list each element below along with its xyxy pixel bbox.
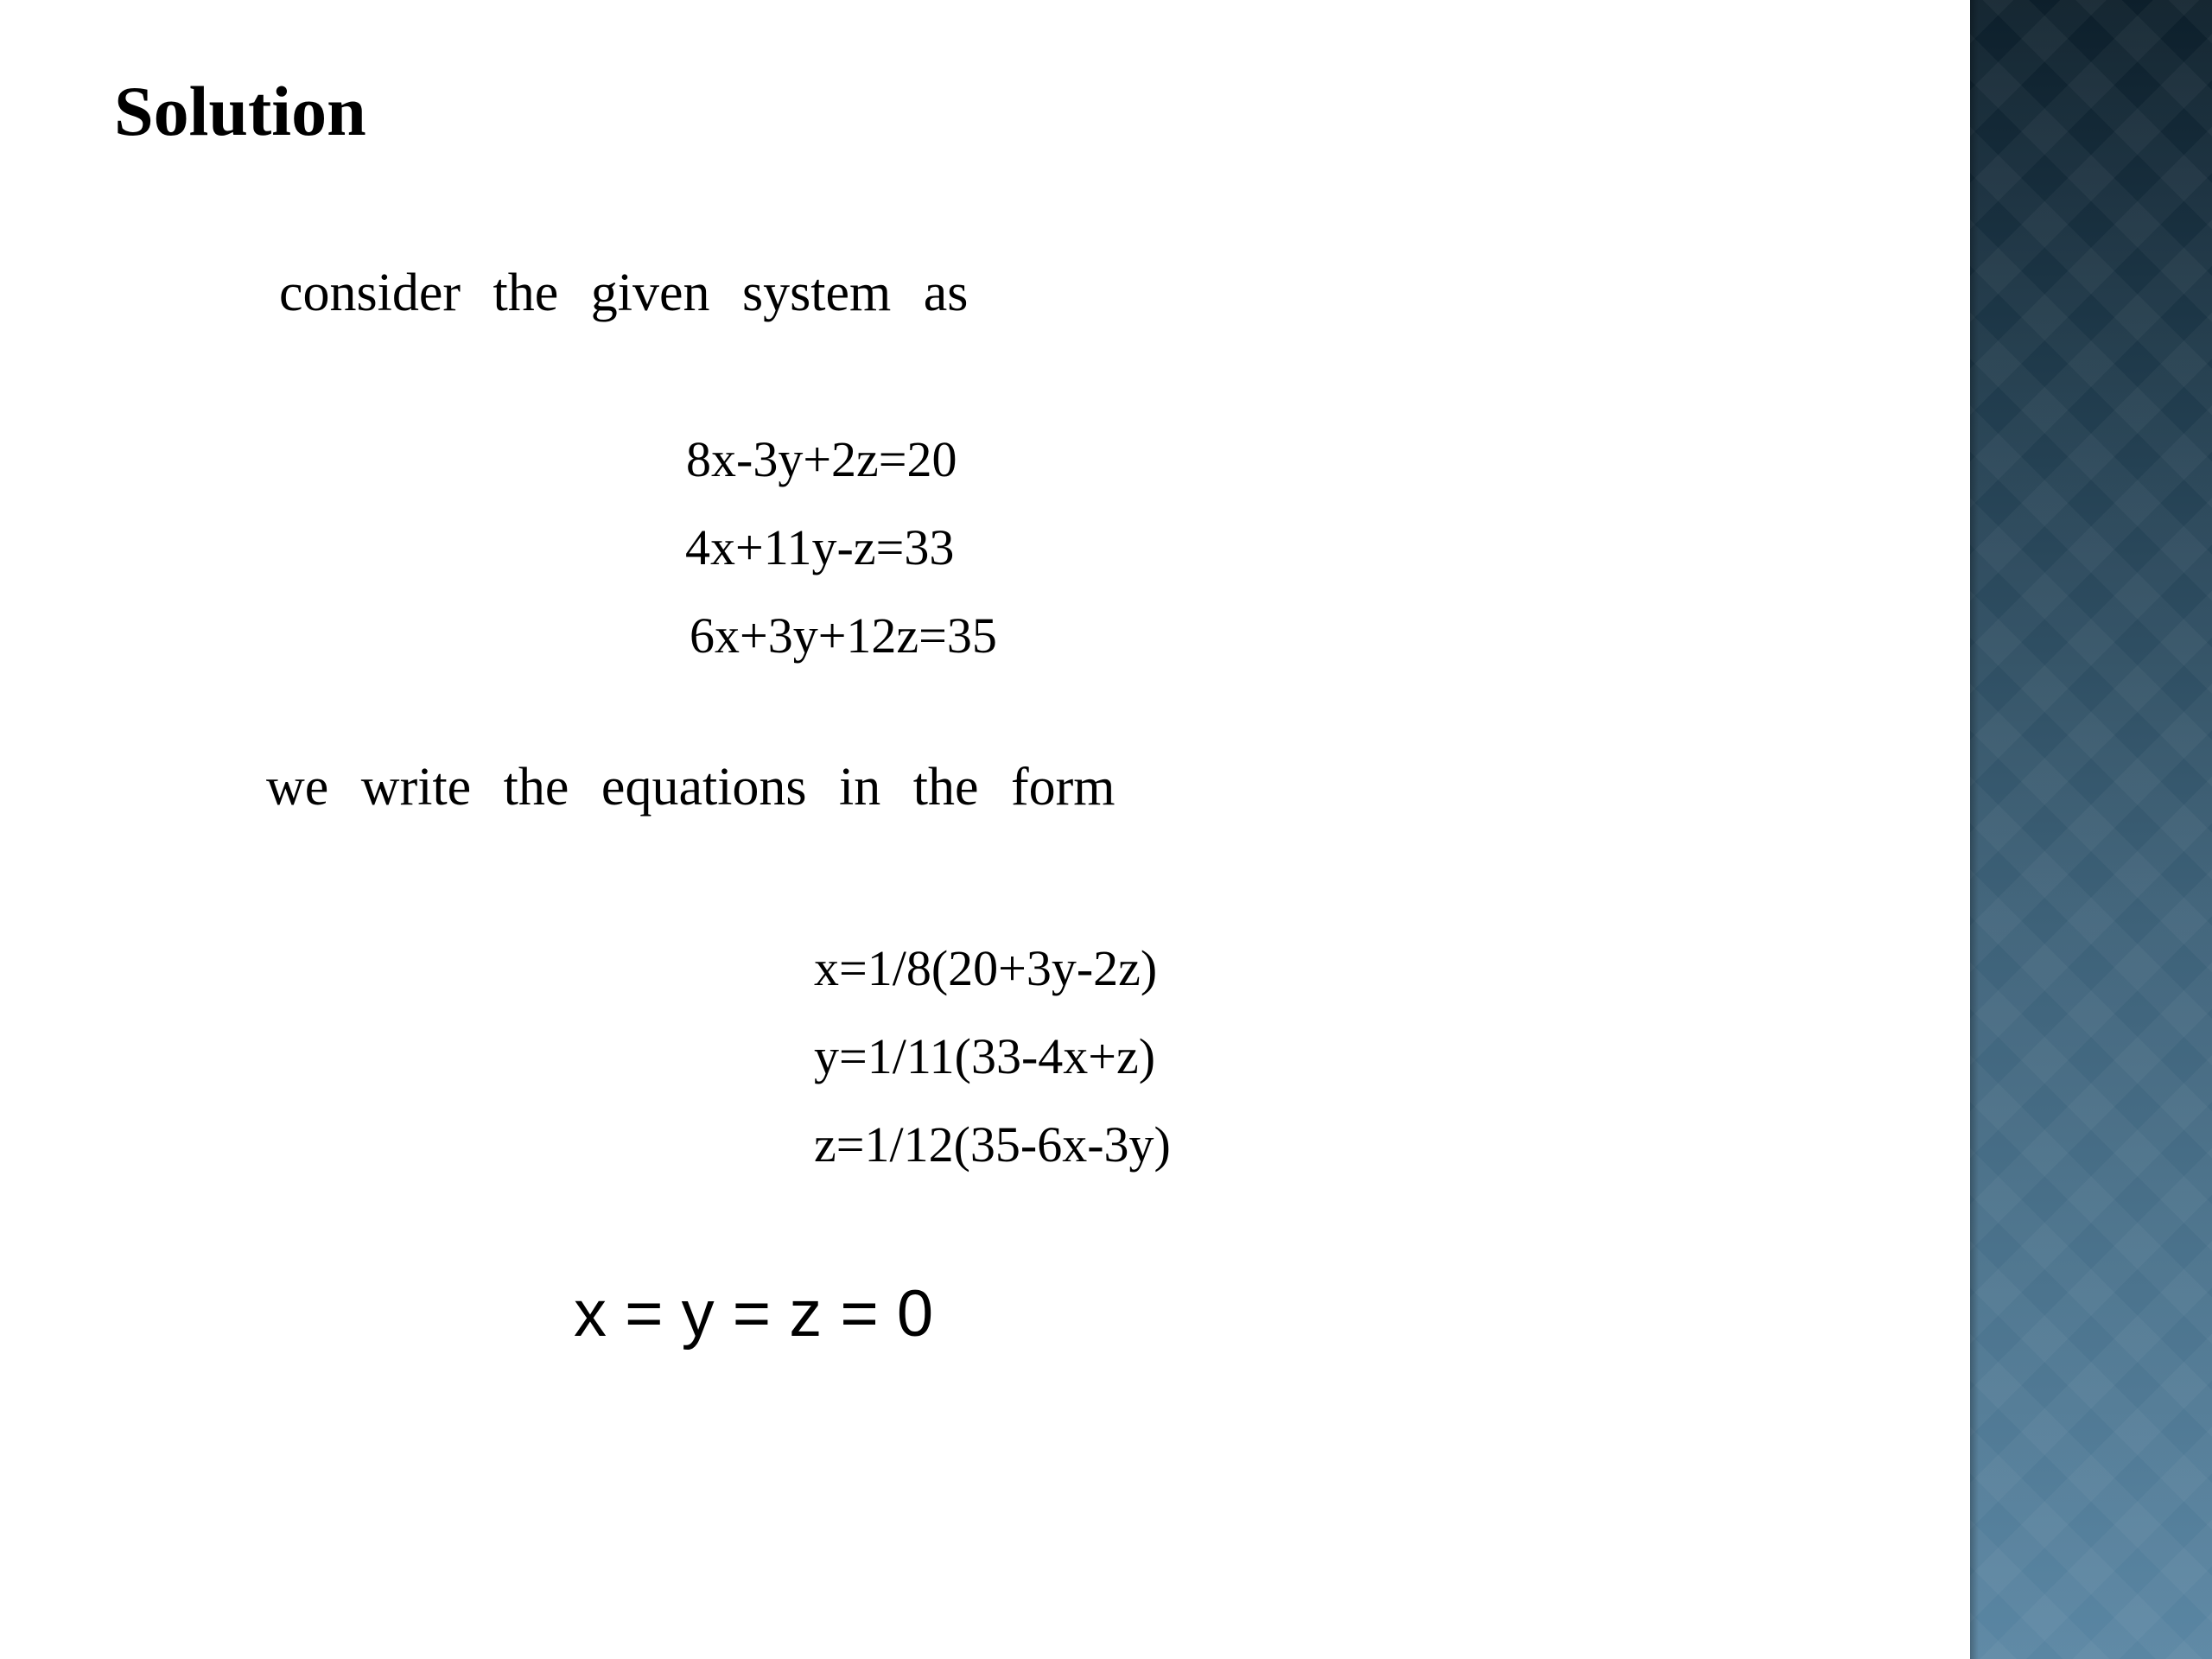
- equation-line: 8x-3y+2z=20: [686, 431, 957, 487]
- equation-line: 4x+11y-z=33: [685, 519, 955, 575]
- decorative-side-panel: [1970, 0, 2212, 1659]
- iteration-line: z=1/12(35-6x-3y): [814, 1116, 1171, 1173]
- rewrite-text: we write the equations in the form: [266, 758, 1116, 817]
- equation-line: 6x+3y+12z=35: [690, 607, 997, 664]
- iteration-line: y=1/11(33-4x+z): [814, 1028, 1156, 1084]
- intro-text: consider the given system as: [279, 264, 969, 322]
- iteration-line: x=1/8(20+3y-2z): [814, 940, 1158, 996]
- initial-guess: x = y = z = 0: [574, 1277, 934, 1351]
- slide-title: Solution: [114, 72, 366, 150]
